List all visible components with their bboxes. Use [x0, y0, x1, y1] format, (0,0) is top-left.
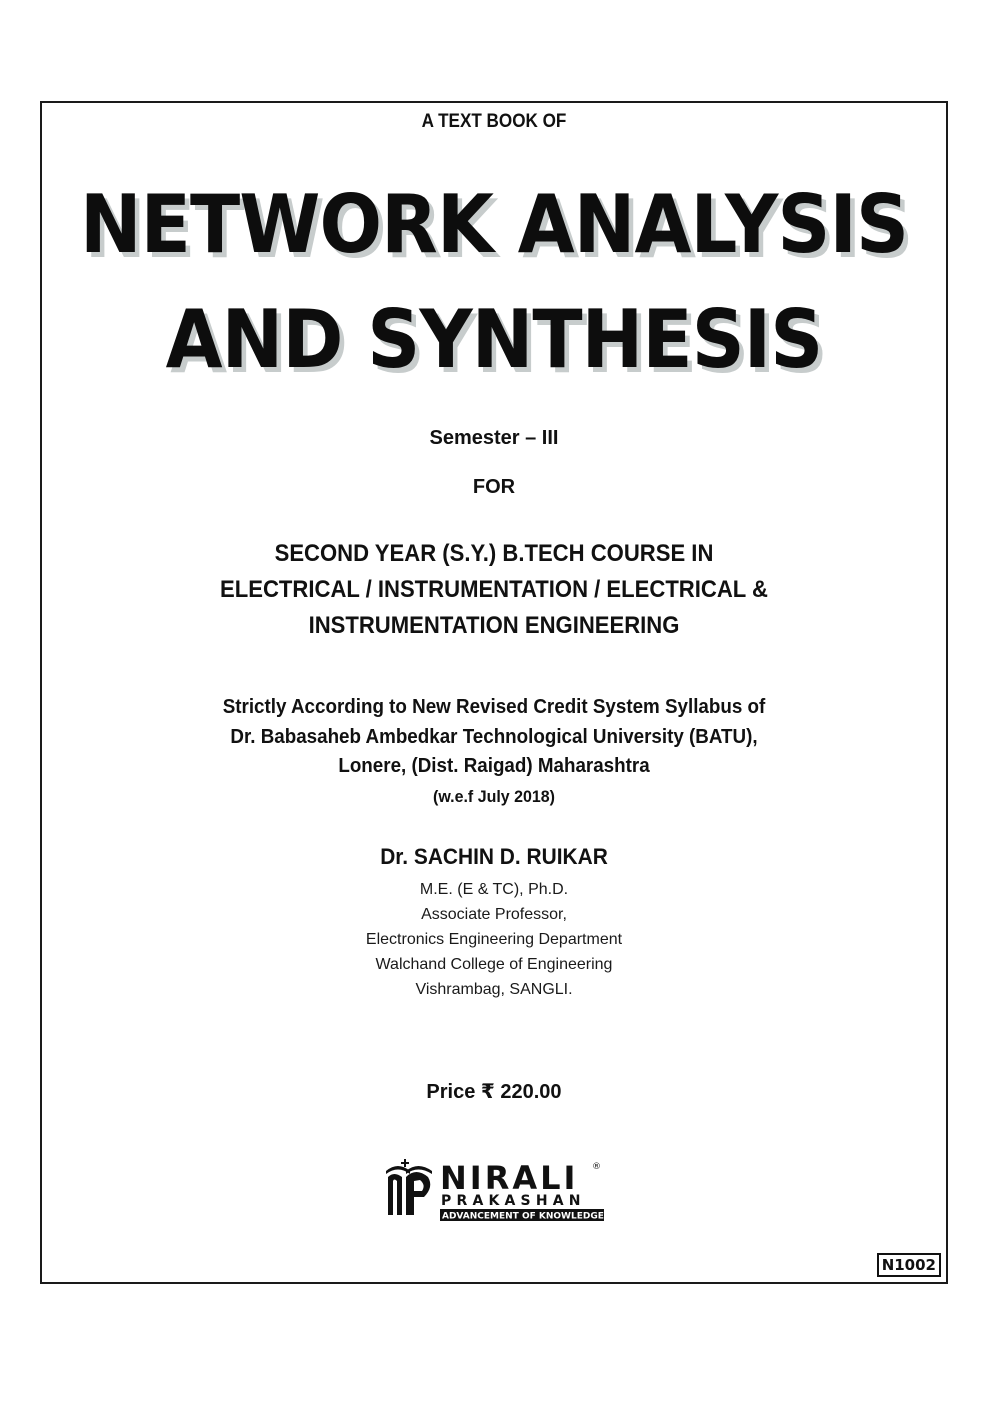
syllabus-note — [69, 693, 919, 811]
svg-text:®: ® — [592, 1162, 601, 1172]
price-label: Price ₹ 220.00 — [426, 1081, 562, 1103]
syllabus-line: Dr. Babasaheb Ambedkar Technological University (BATU), — [230, 725, 758, 748]
syllabus-line: (w.e.f July 2018) — [433, 786, 555, 806]
syllabus-line: Strictly According to New Revised Credit System Syllabus of — [222, 696, 766, 718]
svg-text:PRAKASHAN: PRAKASHAN — [441, 1193, 586, 1209]
book-title-line-1: NETWORK ANALYSIS — [79, 178, 909, 271]
author-detail-line: Walchand College of Engineering — [375, 956, 613, 973]
svg-text:NIRALI: NIRALI — [440, 1159, 579, 1197]
course-line: INSTRUMENTATION ENGINEERING — [308, 612, 680, 639]
publisher-logo — [384, 1157, 606, 1223]
book-code-badge: N1002 — [877, 1253, 941, 1277]
author-detail-line: Vishrambag, SANGLI. — [415, 981, 573, 998]
author-name: Dr. SACHIN D. RUIKAR — [380, 844, 608, 869]
svg-text:ADVANCEMENT OF KNOWLEDGE: ADVANCEMENT OF KNOWLEDGE — [442, 1211, 604, 1222]
cover-frame — [40, 101, 948, 1284]
book-title-line-2: AND SYNTHESIS — [165, 293, 823, 386]
author-details — [42, 877, 946, 1002]
course-line: ELECTRICAL / INSTRUMENTATION / ELECTRICAL & — [220, 576, 768, 603]
for-label: FOR — [472, 476, 516, 498]
kicker-text: A TEXT BOOK OF — [421, 111, 567, 132]
author-detail-line: Associate Professor, — [421, 906, 567, 923]
syllabus-line: Lonere, (Dist. Raigad) Maharashtra — [338, 755, 650, 777]
course-description — [78, 536, 910, 644]
author-detail-line: Electronics Engineering Department — [365, 931, 623, 948]
book-emblem-icon — [384, 1157, 606, 1223]
course-line: SECOND YEAR (S.Y.) B.TECH COURSE IN — [274, 540, 714, 567]
semester-label: Semester – III — [429, 427, 559, 449]
author-detail-line: M.E. (E & TC), Ph.D. — [419, 881, 569, 898]
